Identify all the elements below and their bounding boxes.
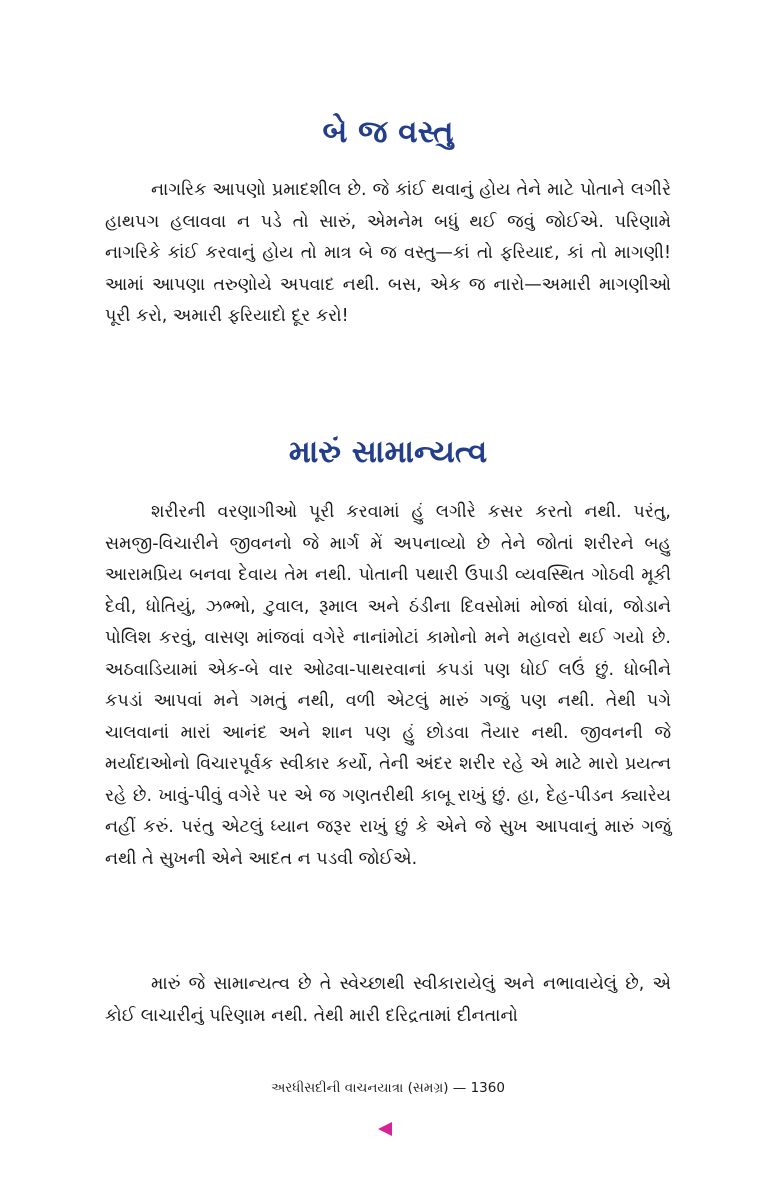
previous-page-triangle-icon[interactable] <box>378 1122 392 1136</box>
page-footer: અરધીસદીની વાચનયાત્રા (સમગ્ર) — 1360 <box>271 1080 505 1096</box>
paragraph: નાગરિક આપણો પ્રમાદશીલ છે. જે કાંઈ થવાનું હોય તેને માટે પોતાને લગીરે હાથપગ હલાવવા ન પડે તો સારું, એમનેમ બધું થઈ જવું જોઈએ. પરિણામે નાગરિકે કાંઈ કરવાનું હોય તો માત્ર બે જ વસ્તુ—કાં તો ફરિયાદ, કાં તો માગણી! આમાં આપણા તરુણોયે અપવાદ નથી. બસ, એક જ નારો—અમારી માગણીઓ પૂરી કરો, અમારી ફરિયાદો દૂર કરો! <box>105 180 671 326</box>
paragraph: મારું જે સામાન્યત્વ છે તે સ્વેચ્છાથી સ્વીકારાયેલું અને નભાવાયેલું છે, એ કોઈ લાચારીનું પરિણામ નથી. તેથી મારી દરિદ્રતામાં દીનતાનો <box>105 974 671 1026</box>
section-title-be-j-vastu: બે જ વસ્તુ <box>322 114 454 150</box>
section-title-maru-samanyatva: મારું સામાન્યત્વ <box>288 434 488 470</box>
paragraph: શરીરની વરણાગીઓ પૂરી કરવામાં હું લગીરે કસર કરતો નથી. પરંતુ, સમજી-વિચારીને જીવનનો જે માર્ગ મેં અપનાવ્યો છે તેને જોતાં શરીરને બહુ આરામપ્રિય બનવા દેવાય તેમ નથી. પોતાની પથારી ઉપાડી વ્યવસ્થિત ગોઠવી મૂકી દેવી, ધોતિયું, ઝભ્ભો, ટુવાલ, રૂમાલ અને ઠંડીના દિવસોમાં મોજાં ધોવાં, જોડાને પોલિશ કરવું, વાસણ માંજવાં વગેરે નાનાંમોટાં કામોનો મને મહાવરો થઈ ગયો છે. અઠવાડિયામાં એક-બે વાર ઓઢવા-પાથરવાનાં કપડાં પણ ધોઈ લઉં છું. ધોબીને કપડાં આપવાં મને ગમતું નથી, વળી એટલું મારું ગજું પણ નથી. તેથી પગે ચાલવાનાં મારાં આનંદ અને શાન પણ હું છોડવા તૈયાર નથી. જીવનની જે મર્યાદાઓનો વિચારપૂર્વક સ્વીકાર કર્યો, તેની અંદર શરીર રહે એ માટે મારો પ્રયત્ન રહે છે. ખાવું-પીવું વગેરે પર એ જ ગણતરીથી કાબૂ રાખું છું. હા, દેહ-પીડન ક્યારેય નહીં કરું. પરંતુ એટલું ધ્યાન જરૂર રાખું છું કે એને જે સુખ આપવાનું મારું ગજું નથી તે સુખની એને આદત ન પડવી જોઈએ. <box>105 502 671 869</box>
